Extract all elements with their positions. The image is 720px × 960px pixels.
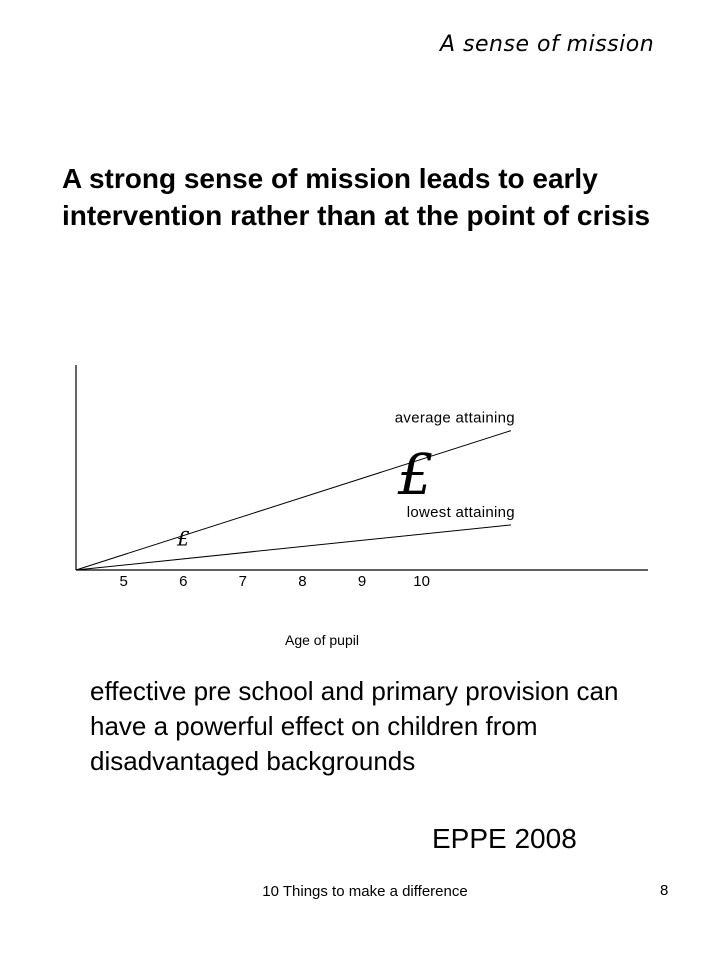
x-tick-label: 6	[179, 573, 188, 590]
x-tick-label: 9	[357, 573, 367, 590]
body-text: effective pre school and primary provision can have a powerful effect on children from disadvantaged backgrounds	[90, 676, 619, 776]
series-line-average-attaining	[76, 431, 511, 570]
x-tick-label: 8	[298, 573, 307, 590]
pound-sign-annotation-small: £	[176, 526, 190, 551]
series-label-lowest-attaining: lowest attaining	[406, 503, 515, 521]
pound-sign-annotation-large: £	[397, 443, 434, 509]
attainment-chart	[0, 350, 720, 610]
x-axis-title: Age of pupil	[285, 632, 359, 648]
x-tick-label: 7	[238, 573, 248, 590]
slide-headline: A strong sense of mission leads to early intervention rather than at the point of crisis	[62, 163, 651, 231]
x-tick-label: 10	[413, 573, 430, 590]
series-label-average-attaining: average attaining	[394, 409, 515, 427]
x-tick-label: 5	[119, 573, 128, 590]
page-number: 8	[660, 882, 669, 899]
series-line-lowest-attaining	[76, 525, 511, 570]
footer-text: 10 Things to make a difference	[262, 883, 468, 900]
slide-corner-title: A sense of mission	[440, 32, 655, 57]
series-layer	[76, 410, 515, 570]
citation: EPPE 2008	[432, 823, 577, 854]
tick-layer	[119, 573, 429, 590]
